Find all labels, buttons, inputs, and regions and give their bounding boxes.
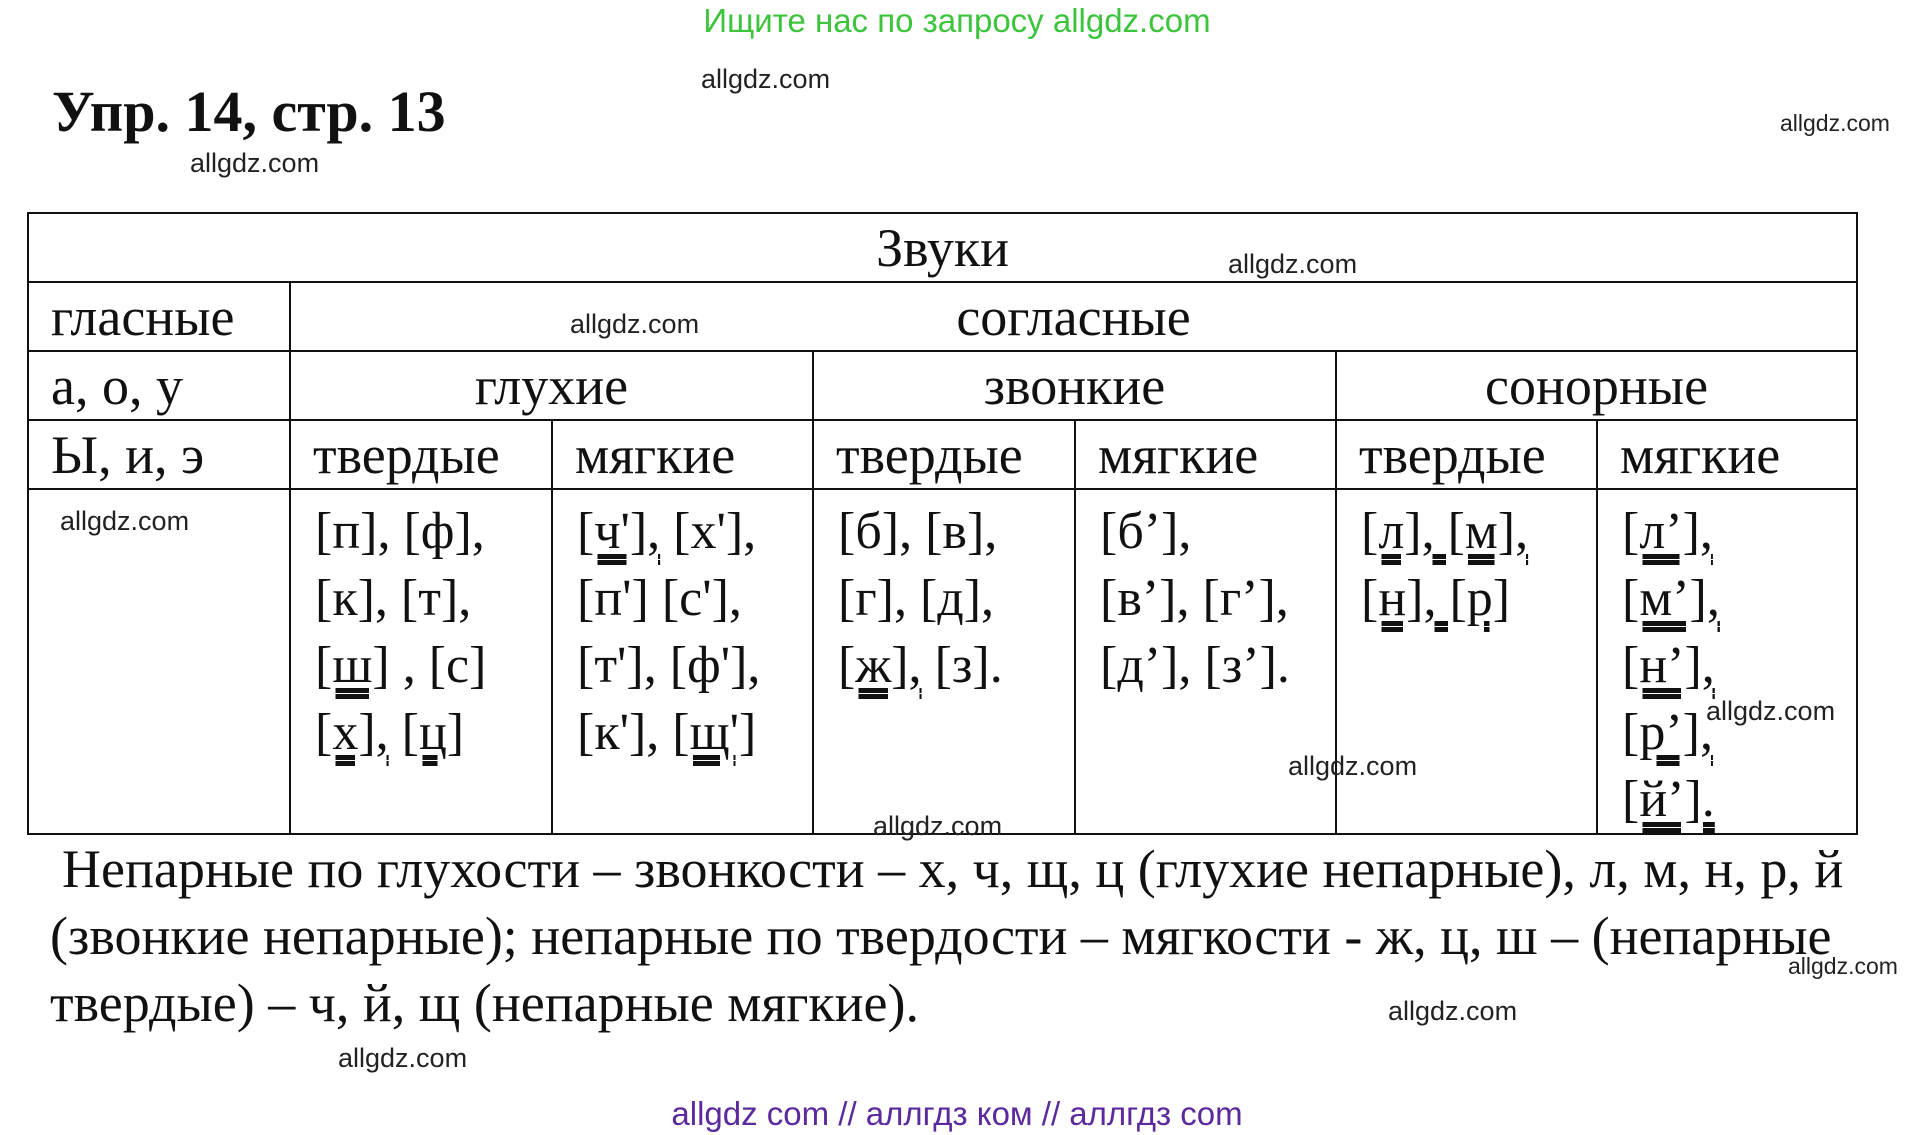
sonorant-hard-cell bbox=[1336, 489, 1597, 834]
voiceless-hard-cell bbox=[290, 489, 552, 834]
watermark: allgdz.com bbox=[1788, 953, 1898, 979]
sound-text: [б], [в], bbox=[838, 503, 998, 560]
watermark: allgdz.com bbox=[701, 64, 831, 94]
sound-text: [к] bbox=[315, 570, 375, 627]
watermark: allgdz.com bbox=[1228, 249, 1358, 279]
sound-text: [б’], bbox=[1100, 503, 1192, 560]
voiced-header: звонкие bbox=[813, 351, 1336, 420]
sound-underlined: [н], [р] bbox=[1361, 570, 1511, 627]
sound-underlined: [ч'], bbox=[577, 503, 661, 560]
sound-line bbox=[838, 632, 1074, 699]
sound-underlined: [х], bbox=[315, 704, 389, 761]
sound-underlined: [м’], bbox=[1622, 570, 1720, 627]
sound-text: [с] bbox=[428, 637, 487, 694]
sound-underlined: [л], [м], bbox=[1361, 503, 1529, 560]
sound-underlined: [ж], bbox=[838, 637, 922, 694]
sound-line bbox=[1622, 565, 1856, 632]
watermark: allgdz.com bbox=[1780, 110, 1890, 136]
sound-text: [д’], [з’]. bbox=[1100, 637, 1290, 694]
sound-underlined: [р’], bbox=[1622, 704, 1713, 761]
sound-text: [п'] [с'], bbox=[577, 570, 742, 627]
sound-text: [з]. bbox=[921, 637, 1003, 694]
exercise-heading: Упр. 14, стр. 13 bbox=[52, 79, 446, 144]
consonants-header: согласные bbox=[290, 282, 1857, 351]
sound-text: , bbox=[458, 570, 472, 627]
sound-line bbox=[1622, 766, 1856, 833]
voiced-hard-cell bbox=[813, 489, 1075, 834]
sound-line bbox=[577, 632, 812, 699]
sound-line bbox=[1100, 565, 1335, 632]
sound-text: [ф] bbox=[403, 503, 472, 560]
sound-line bbox=[315, 498, 551, 565]
watermark: allgdz.com bbox=[1288, 751, 1418, 781]
sound-line bbox=[1361, 498, 1596, 565]
sonorant-soft-cell bbox=[1597, 489, 1857, 834]
sound-line bbox=[838, 565, 1074, 632]
sound-line bbox=[315, 632, 551, 699]
vowels-header: гласные bbox=[28, 282, 290, 351]
sound-underlined: [ш] bbox=[315, 637, 390, 694]
sound-text: [х'], bbox=[660, 503, 757, 560]
top-banner: Ищите нас по запросу allgdz.com bbox=[703, 2, 1211, 39]
sound-text: , bbox=[377, 503, 404, 560]
watermark: allgdz.com bbox=[190, 148, 320, 178]
sound-line bbox=[1100, 498, 1335, 565]
watermark: allgdz.com bbox=[570, 309, 700, 339]
sonorant-header: сонорные bbox=[1336, 351, 1857, 420]
footer-links: allgdz com // аллгдз ком // аллгдз com bbox=[671, 1095, 1243, 1132]
sound-text: [г], [д], bbox=[838, 570, 995, 627]
vowels-row-1: а, о, у bbox=[28, 351, 290, 420]
sound-line bbox=[1361, 565, 1596, 632]
sound-text: , bbox=[389, 637, 429, 694]
sound-text bbox=[389, 704, 402, 761]
sound-underlined: [л’], bbox=[1622, 503, 1713, 560]
sound-text: , bbox=[374, 570, 401, 627]
sound-line bbox=[577, 699, 812, 766]
sound-underlined: [н’], bbox=[1622, 637, 1715, 694]
sound-text: [к'], bbox=[577, 704, 673, 761]
sound-text: , bbox=[471, 503, 485, 560]
sonorant-hard-header: твердые bbox=[1336, 420, 1597, 489]
watermark: allgdz.com bbox=[1388, 996, 1518, 1026]
vowels-row-2: Ы, и, э bbox=[28, 420, 290, 489]
sounds-table bbox=[27, 212, 1858, 835]
voiceless-soft-header: мягкие bbox=[552, 420, 813, 489]
sound-text: [т] bbox=[400, 570, 459, 627]
watermark: allgdz.com bbox=[1706, 696, 1836, 726]
voiced-hard-header: твердые bbox=[813, 420, 1075, 489]
table-title: Звуки bbox=[28, 213, 1857, 282]
sound-line bbox=[315, 699, 551, 766]
sound-line bbox=[838, 498, 1074, 565]
watermark: allgdz.com bbox=[60, 506, 190, 536]
vowels-empty-cell bbox=[28, 489, 290, 834]
voiceless-header: глухие bbox=[290, 351, 813, 420]
sound-text: [п] bbox=[315, 503, 378, 560]
voiced-soft-cell bbox=[1075, 489, 1336, 834]
sound-line bbox=[1100, 632, 1335, 699]
sound-text: [в’], [г’], bbox=[1100, 570, 1289, 627]
footnote-paragraph: Непарные по глухости – звонкости – х, ч, щ, ц (глухие непарные), л, м, н, р, й (звонкие непарные); непарные по твердости – мягкости - ж, ц, ш – (непарные твердые) – ч, й, щ (непарные мягкие). bbox=[50, 839, 1844, 1033]
voiced-soft-header: мягкие bbox=[1075, 420, 1336, 489]
watermark: allgdz.com bbox=[873, 811, 1003, 841]
sound-underlined: [ц] bbox=[401, 704, 465, 761]
sound-underlined: [й’]. bbox=[1622, 771, 1715, 828]
voiceless-soft-cell bbox=[552, 489, 813, 834]
sound-line bbox=[1622, 632, 1856, 699]
sound-line bbox=[577, 498, 812, 565]
sound-text: [т'], [ф'], bbox=[577, 637, 761, 694]
sound-line bbox=[577, 565, 812, 632]
sonorant-soft-header: мягкие bbox=[1597, 420, 1857, 489]
sound-line bbox=[315, 565, 551, 632]
watermark: allgdz.com bbox=[338, 1043, 468, 1073]
voiceless-hard-header: твердые bbox=[290, 420, 552, 489]
sound-underlined: [щ'] bbox=[672, 704, 757, 761]
sound-line bbox=[1622, 498, 1856, 565]
